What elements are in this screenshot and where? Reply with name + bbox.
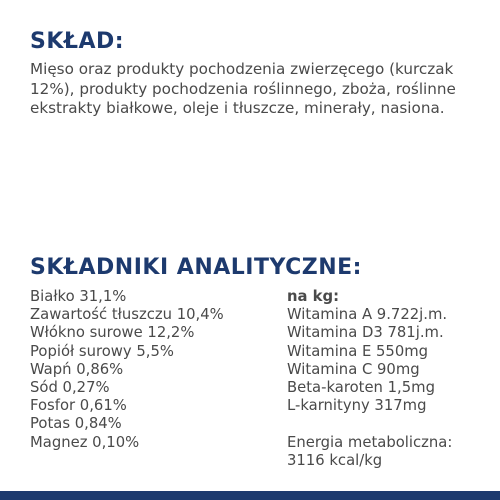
additives-list [287,288,452,470]
nutrients-list [30,288,224,452]
nutrient-item: Potas 0,84% [30,415,122,433]
bottom-bar [0,491,500,500]
analytical-constituents-heading: SKŁADNIKI ANALITYCZNE: [30,255,362,280]
energy-label: Energia metaboliczna: [287,433,453,451]
per-kg-label: na kg: [287,288,340,305]
additive-item: Witamina E 550mg [287,342,429,360]
nutrient-item: Fosfor 0,61% [30,397,127,415]
composition-text: Mięso oraz produkty pochodzenia zwierzęcego (kurczak 12%), produkty pochodzenia roślinnego, zboża, roślinne ekstrakty białkowe, oleje i tłuszcze, minerały, nasiona. [30,60,456,117]
nutrient-item: Białko 31,1% [30,288,127,305]
energy-value: 3116 kcal/kg [287,451,383,469]
nutrient-item: Włókno surowe 12,2% [30,324,195,342]
additive-item: Beta-karoten 1,5mg [287,379,435,397]
additive-item: Witamina D3 781j.m. [287,324,444,342]
composition-heading: SKŁAD: [30,29,125,54]
additive-item: Witamina A 9.722j.m. [287,306,448,324]
nutrient-item: Zawartość tłuszczu 10,4% [30,306,224,324]
nutrient-item: Sód 0,27% [30,379,110,397]
additive-item: Witamina C 90mg [287,360,420,378]
nutrient-item: Popiół surowy 5,5% [30,342,174,360]
additive-item: L-karnityny 317mg [287,397,427,415]
nutrient-item: Magnez 0,10% [30,433,140,451]
spacer [287,415,452,433]
nutrient-item: Wapń 0,86% [30,360,124,378]
